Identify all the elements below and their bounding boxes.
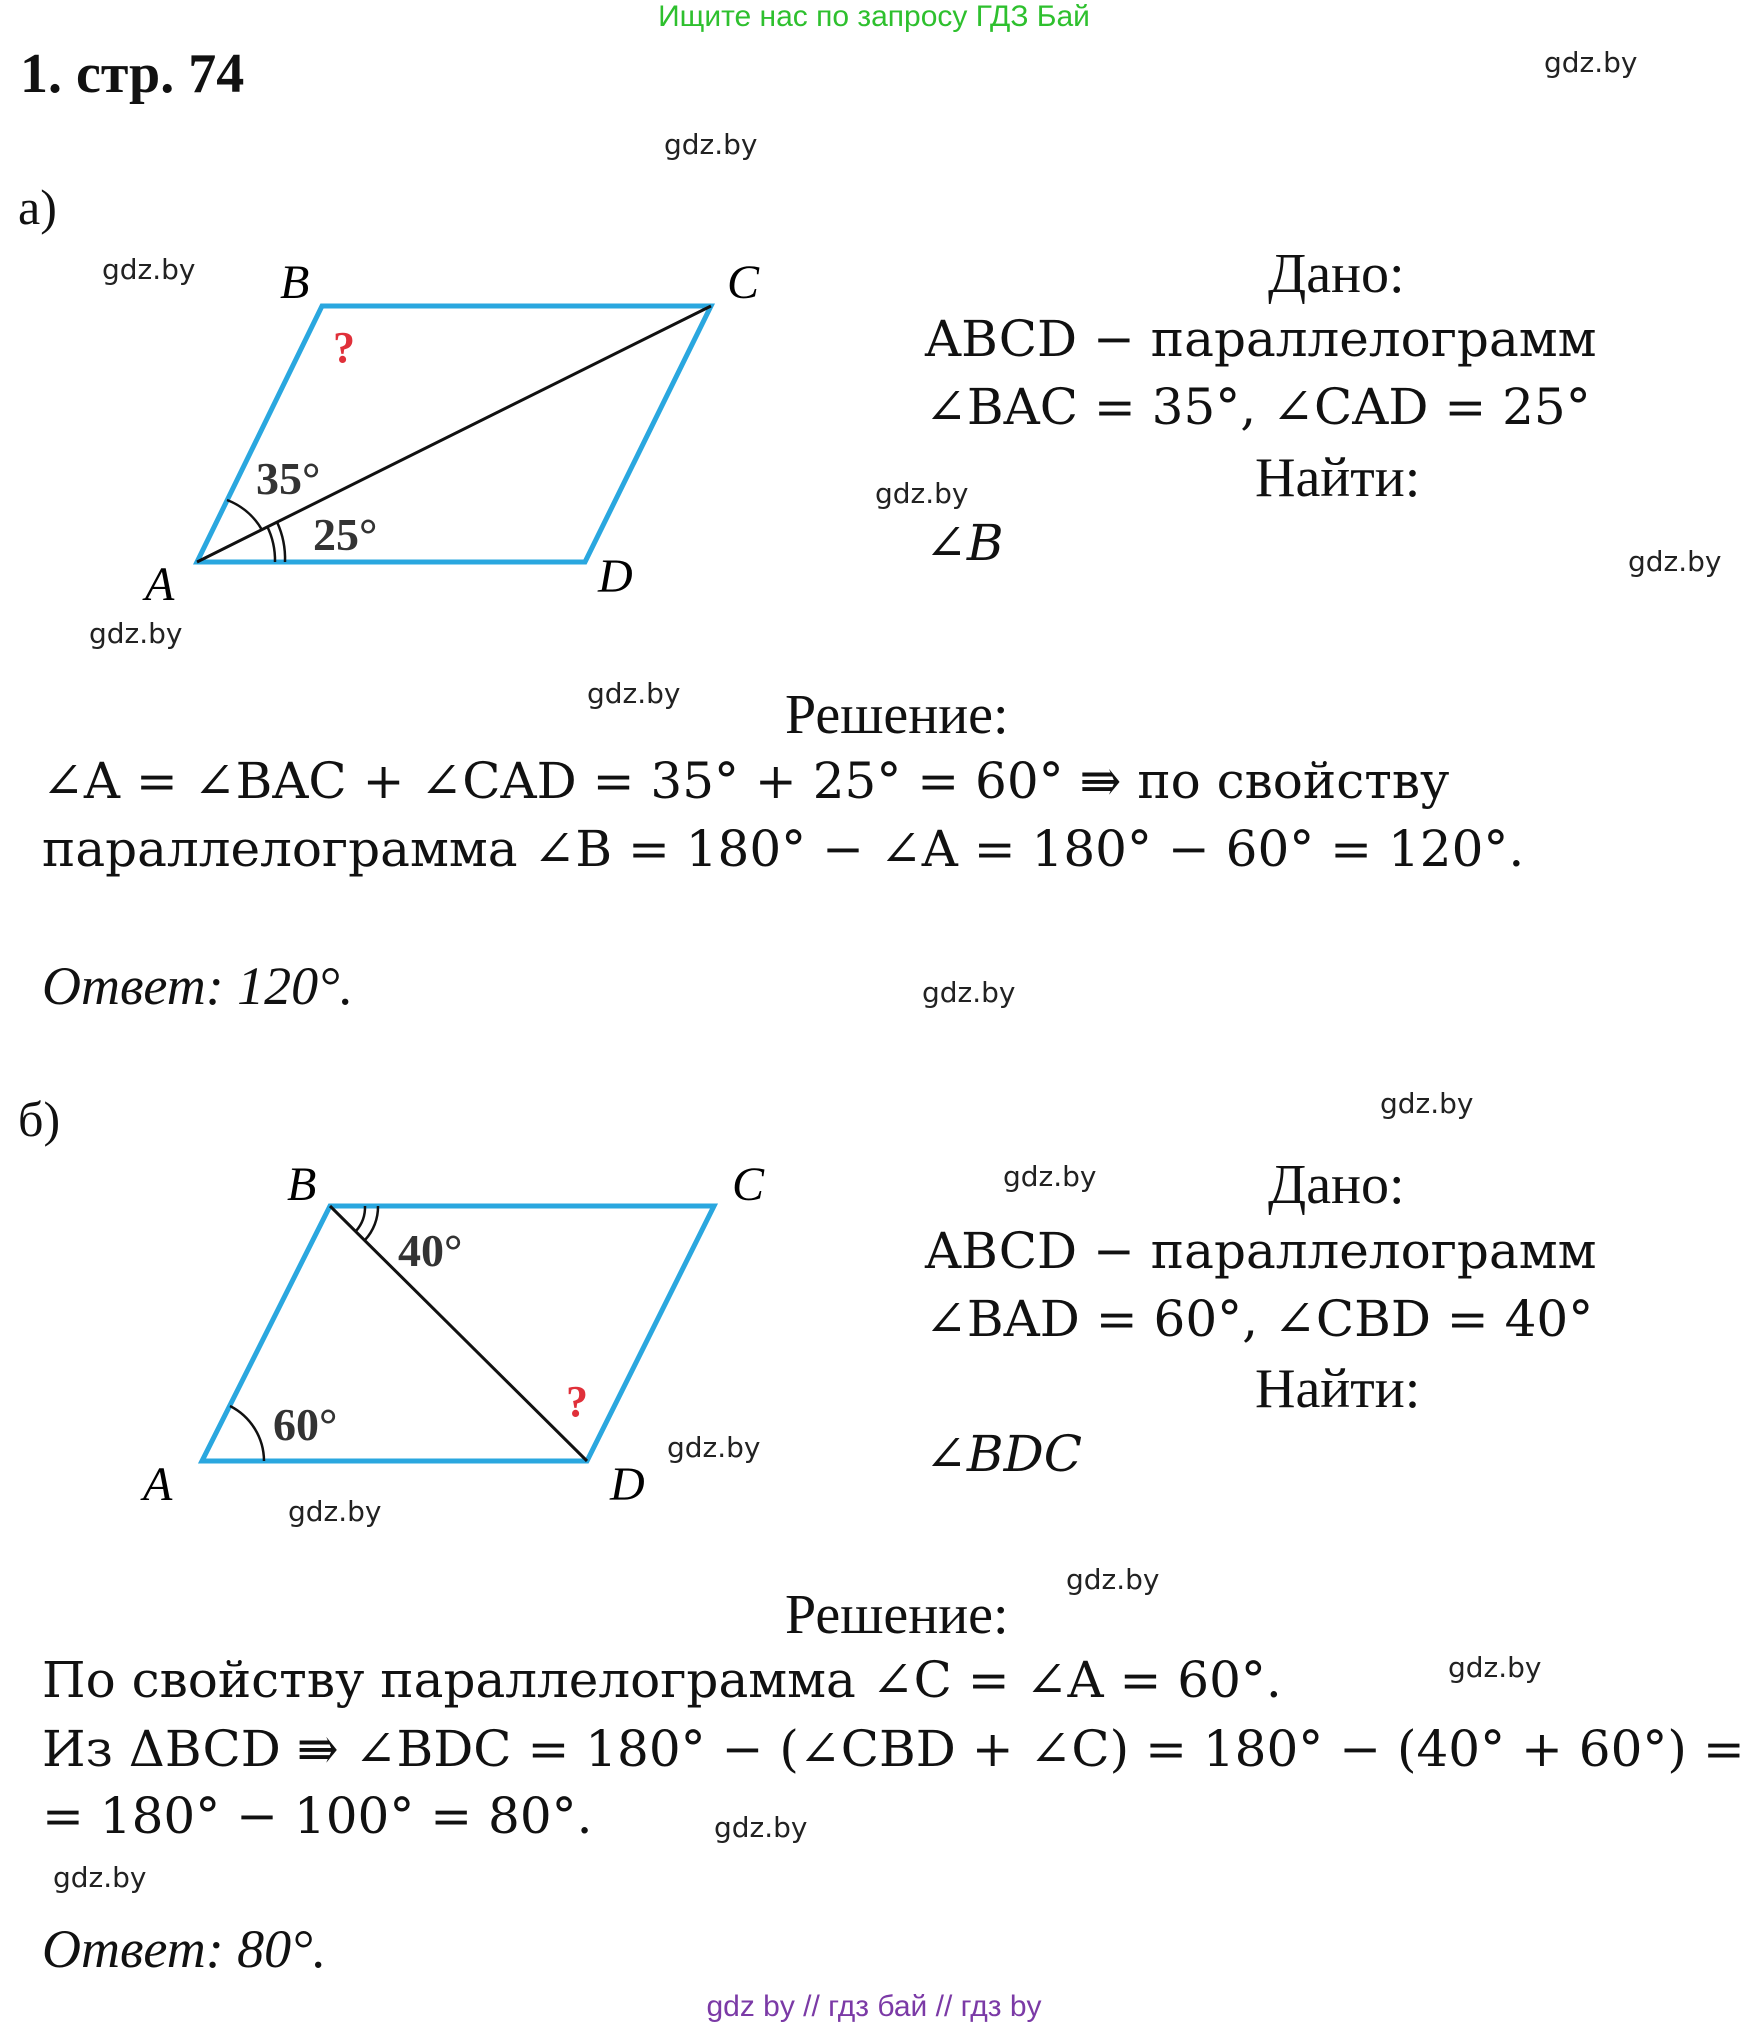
- answer: Ответ: 80°.: [42, 1919, 327, 1979]
- vertex-c: C: [732, 1158, 765, 1211]
- watermark: gdz.by: [922, 976, 1016, 1009]
- watermark: gdz.by: [875, 477, 969, 510]
- watermark: gdz.by: [102, 253, 196, 286]
- footer-links[interactable]: gdz by // гдз бай // гдз by: [706, 1990, 1042, 2023]
- given-line-2: ∠BAD = 60°, ∠CBD = 40°: [925, 1290, 1594, 1348]
- unknown-angle-marker: ?: [566, 1377, 588, 1426]
- solution-line-3: = 180° − 100° = 80°.: [42, 1787, 593, 1845]
- part-b-label: б): [18, 1091, 61, 1147]
- watermark: gdz.by: [89, 617, 183, 650]
- top-banner[interactable]: Ищите нас по запросу ГДЗ Бай: [658, 0, 1090, 33]
- given-heading: Дано:: [1268, 1154, 1405, 1216]
- find-heading: Найти:: [1255, 1358, 1421, 1420]
- angle-arc-cad-outer: [277, 522, 285, 562]
- part-b-figure: [0, 1100, 800, 1520]
- vertex-d: D: [610, 1458, 645, 1511]
- vertex-b: B: [280, 256, 310, 309]
- angle-label-60: 60°: [273, 1399, 338, 1450]
- watermark: gdz.by: [667, 1431, 761, 1464]
- solution-line-1: По свойству параллелограмма ∠C = ∠A = 60°.: [42, 1651, 1282, 1709]
- angle-arc-bad: [230, 1406, 264, 1461]
- watermark: gdz.by: [714, 1811, 808, 1844]
- angle-arc-cbd-inner: [356, 1206, 365, 1231]
- angle-arc-cad-inner: [267, 526, 275, 562]
- watermark: gdz.by: [587, 677, 681, 710]
- solution-line-2: параллелограмма ∠B = 180° − ∠A = 180° − 60° = 120°.: [42, 820, 1525, 878]
- watermark: gdz.by: [53, 1861, 147, 1894]
- given-heading: Дано:: [1268, 243, 1405, 305]
- page-title: 1. стр. 74: [20, 43, 245, 105]
- watermark: gdz.by: [1380, 1087, 1474, 1120]
- solution-line-2: Из ΔBCD ⇛ ∠BDC = 180° − (∠CBD + ∠C) = 180° − (40° + 60°) =: [42, 1720, 1745, 1778]
- watermark: gdz.by: [1544, 46, 1638, 79]
- answer: Ответ: 120°.: [42, 956, 354, 1016]
- vertex-d: D: [598, 550, 633, 603]
- solution-line-1: ∠A = ∠BAC + ∠CAD = 35° + 25° = 60° ⇛ по свойству: [42, 752, 1450, 810]
- angle-label-40: 40°: [398, 1225, 463, 1276]
- diagonal-ac: [197, 306, 711, 562]
- angle-label-35: 35°: [256, 453, 321, 504]
- given-line-2: ∠BAC = 35°, ∠CAD = 25°: [925, 378, 1591, 436]
- watermark: gdz.by: [664, 128, 758, 161]
- given-line-1: ABCD − параллелограмм: [925, 310, 1597, 368]
- vertex-c: C: [727, 256, 760, 309]
- solution-heading: Решение:: [785, 1584, 1009, 1646]
- watermark: gdz.by: [1003, 1160, 1097, 1193]
- vertex-b: B: [287, 1158, 317, 1211]
- find-value: ∠B: [925, 514, 1004, 572]
- angle-label-25: 25°: [313, 509, 378, 560]
- watermark: gdz.by: [1448, 1651, 1542, 1684]
- given-line-1: ABCD − параллелограмм: [925, 1222, 1597, 1280]
- find-heading: Найти:: [1255, 447, 1421, 509]
- solution-heading: Решение:: [785, 684, 1009, 746]
- watermark: gdz.by: [1628, 545, 1722, 578]
- angle-arc-cbd-outer: [365, 1206, 378, 1240]
- vertex-a: A: [145, 558, 175, 611]
- watermark: gdz.by: [288, 1495, 382, 1528]
- unknown-angle-marker: ?: [333, 323, 355, 372]
- vertex-a: A: [143, 1458, 173, 1511]
- angle-arc-bac: [227, 500, 262, 530]
- part-a-label: а): [18, 179, 57, 235]
- watermark: gdz.by: [1066, 1563, 1160, 1596]
- find-value: ∠BDC: [925, 1425, 1082, 1483]
- part-a-figure: [0, 0, 800, 640]
